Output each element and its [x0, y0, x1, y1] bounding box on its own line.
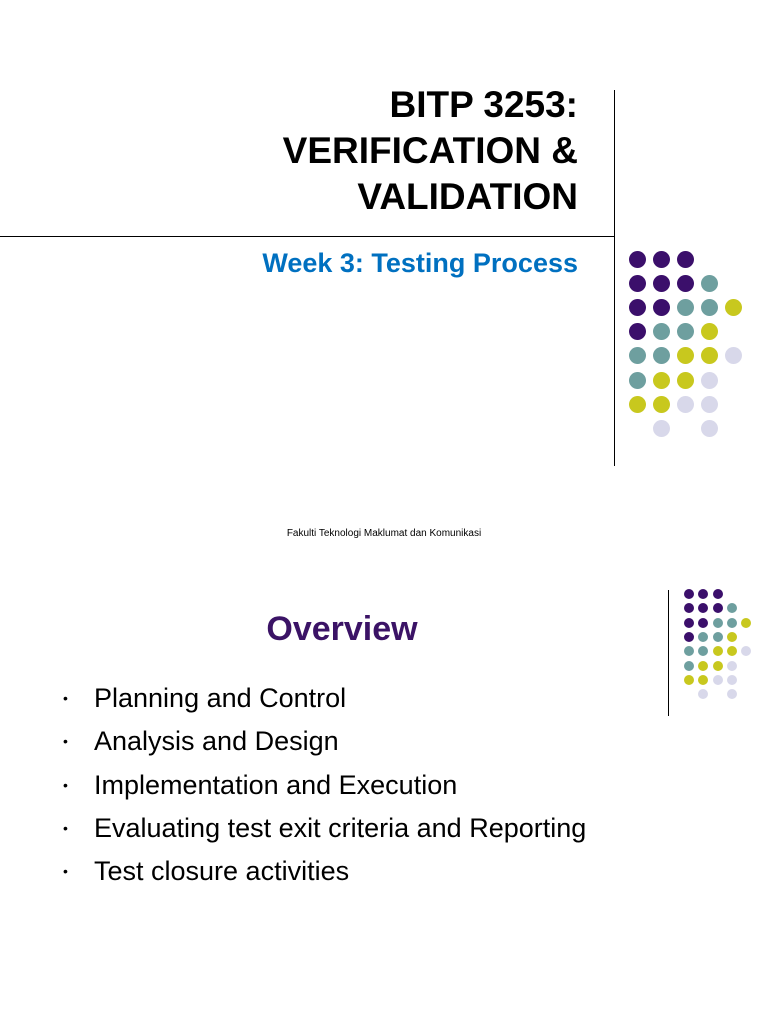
list-item	[60, 769, 586, 812]
dot-icon	[701, 420, 718, 437]
dot-icon	[698, 661, 708, 671]
list-item-text: Planning and Control	[94, 683, 347, 713]
bullet-icon: •	[63, 690, 68, 706]
dot-icon	[629, 323, 646, 340]
title-line-2: VERIFICATION &	[282, 130, 578, 171]
dot-icon	[684, 632, 694, 642]
bullet-icon: •	[63, 733, 68, 750]
dot-icon	[677, 347, 694, 364]
dot-icon	[701, 275, 718, 292]
dot-icon	[725, 299, 742, 316]
dot-icon	[698, 589, 708, 599]
dot-icon	[713, 661, 723, 671]
dot-icon	[741, 618, 751, 628]
list-item	[60, 812, 586, 855]
dot-icon	[684, 675, 694, 685]
dot-icon	[677, 323, 694, 340]
title-line-3: VALIDATION	[357, 176, 578, 217]
dot-icon	[629, 275, 646, 292]
dot-icon	[741, 646, 751, 656]
dot-icon	[629, 372, 646, 389]
dot-icon	[698, 675, 708, 685]
dot-icon	[677, 251, 694, 268]
slide-footer: Fakulti Teknologi Maklumat dan Komunikasi	[286, 528, 482, 539]
dot-icon	[629, 251, 646, 268]
overview-bullet-list	[60, 682, 586, 898]
dot-icon	[653, 396, 670, 413]
dot-icon	[677, 299, 694, 316]
dot-icon	[629, 299, 646, 316]
dot-icon	[684, 618, 694, 628]
dot-icon	[684, 646, 694, 656]
list-item	[60, 682, 586, 725]
dot-icon	[727, 675, 737, 685]
list-item	[60, 725, 586, 768]
dot-icon	[653, 347, 670, 364]
dot-icon	[713, 675, 723, 685]
dot-icon	[713, 589, 723, 599]
dot-icon	[701, 347, 718, 364]
dot-icon	[677, 372, 694, 389]
dot-icon	[713, 618, 723, 628]
dot-icon	[653, 323, 670, 340]
dot-icon	[684, 603, 694, 613]
overview-divider-vertical	[668, 590, 669, 716]
list-item	[60, 855, 586, 898]
dot-icon	[727, 661, 737, 671]
dot-icon	[727, 632, 737, 642]
dot-icon	[629, 396, 646, 413]
dot-icon	[701, 299, 718, 316]
dot-icon	[701, 372, 718, 389]
dot-icon	[701, 323, 718, 340]
dot-icon	[713, 603, 723, 613]
dot-icon	[684, 589, 694, 599]
overview-slide	[0, 560, 768, 1024]
dot-icon	[653, 251, 670, 268]
dot-icon	[698, 689, 708, 699]
dot-icon	[677, 275, 694, 292]
dot-icon	[677, 396, 694, 413]
dot-icon	[701, 396, 718, 413]
dot-icon	[698, 646, 708, 656]
dot-icon	[653, 275, 670, 292]
dot-icon	[725, 347, 742, 364]
list-item-text: Implementation and Execution	[94, 769, 458, 800]
slide-title	[283, 82, 578, 220]
dot-icon	[698, 618, 708, 628]
dot-icon	[713, 646, 723, 656]
bullet-icon: •	[63, 776, 68, 793]
dot-icon	[629, 347, 646, 364]
dot-icon	[727, 618, 737, 628]
bullet-icon: •	[63, 863, 68, 880]
list-item-text: Evaluating test exit criteria and Reporting	[94, 812, 587, 843]
list-item-text: Test closure activities	[94, 856, 350, 887]
list-item-text: Analysis and Design	[94, 726, 339, 757]
dot-icon	[653, 299, 670, 316]
dot-icon	[684, 661, 694, 671]
dot-icon	[727, 689, 737, 699]
dot-icon	[698, 632, 708, 642]
title-divider-horizontal	[0, 236, 614, 237]
dot-icon	[727, 646, 737, 656]
title-line-1: BITP 3253:	[389, 84, 578, 125]
dot-icon	[713, 632, 723, 642]
bullet-icon: •	[63, 819, 68, 836]
dot-icon	[698, 603, 708, 613]
slide-subtitle: Week 3: Testing Process	[262, 248, 578, 278]
dot-icon	[727, 603, 737, 613]
dot-icon	[653, 420, 670, 437]
dot-icon	[653, 372, 670, 389]
overview-title: Overview	[266, 610, 418, 648]
title-divider-vertical	[614, 90, 615, 466]
